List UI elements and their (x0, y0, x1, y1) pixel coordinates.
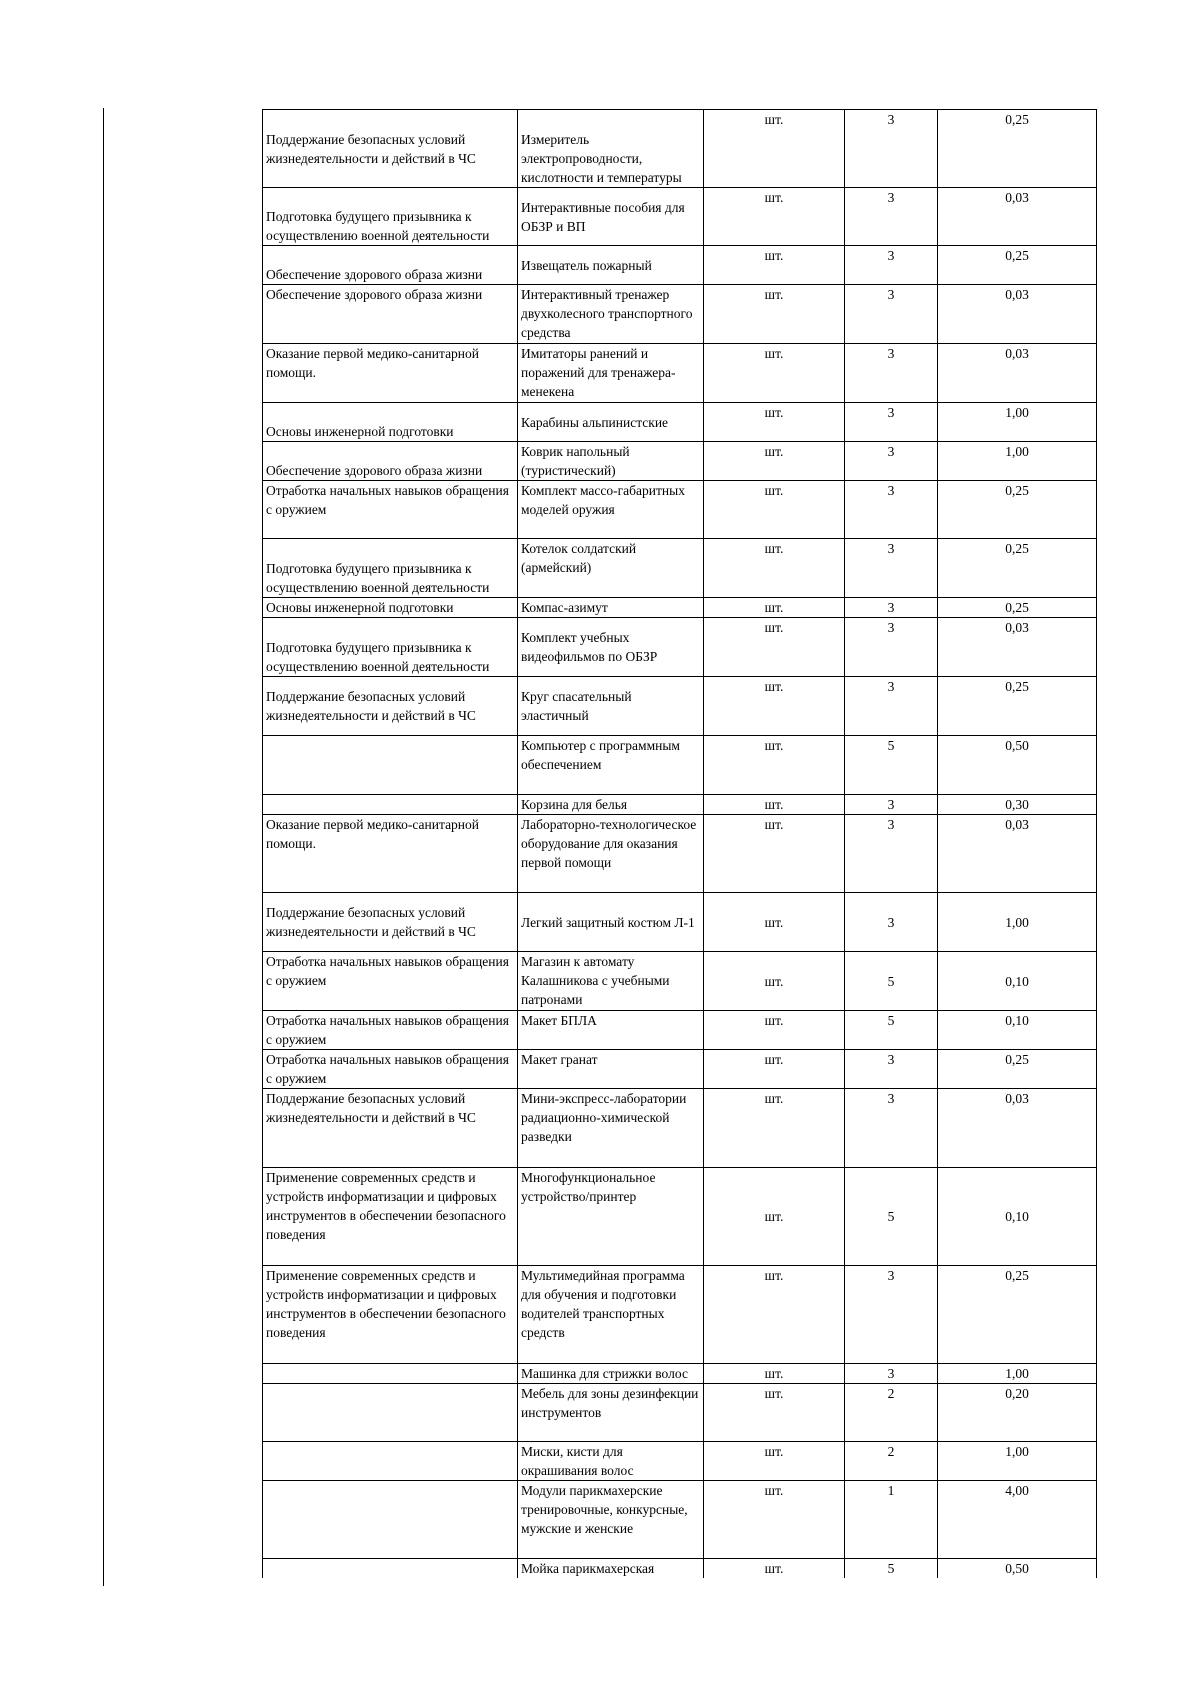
quantity-cell: 2 (845, 1442, 938, 1481)
unit-cell: шт. (704, 1011, 845, 1050)
unit-cell: шт. (704, 618, 845, 677)
value-cell: 1,00 (938, 1364, 1097, 1384)
table-row (263, 1559, 1097, 1579)
value-cell: 0,03 (938, 1089, 1097, 1168)
quantity-cell: 3 (845, 246, 938, 285)
table-row (263, 598, 1097, 618)
area-cell (263, 795, 518, 815)
quantity-cell: 3 (845, 1050, 938, 1089)
value-cell: 0,03 (938, 285, 1097, 344)
unit-cell: шт. (704, 815, 845, 893)
item-cell: Машинка для стрижки волос (518, 1364, 704, 1384)
area-cell (263, 736, 518, 795)
area-cell: Подготовка будущего призывника к осуществлению военной деятельности (263, 188, 518, 246)
value-cell: 0,50 (938, 1559, 1097, 1579)
value-cell: 0,20 (938, 1384, 1097, 1442)
left-margin-rule (103, 108, 104, 1586)
table-row (263, 1364, 1097, 1384)
table-row (263, 442, 1097, 481)
value-cell: 1,00 (938, 442, 1097, 481)
value-cell: 0,10 (938, 1011, 1097, 1050)
table-row (263, 952, 1097, 1011)
quantity-cell: 3 (845, 403, 938, 442)
quantity-cell: 3 (845, 598, 938, 618)
item-cell: Компьютер с программным обеспечением (518, 736, 704, 795)
quantity-cell: 3 (845, 893, 938, 952)
item-cell: Имитаторы ранений и поражений для тренажера-менекена (518, 344, 704, 403)
table-row (263, 110, 1097, 188)
unit-cell: шт. (704, 1050, 845, 1089)
area-cell: Поддержание безопасных условий жизнедеятельности и действий в ЧС (263, 110, 518, 188)
unit-cell: шт. (704, 952, 845, 1011)
table-row (263, 893, 1097, 952)
item-cell: Макет БПЛА (518, 1011, 704, 1050)
value-cell: 0,03 (938, 344, 1097, 403)
value-cell: 0,25 (938, 539, 1097, 598)
value-cell: 0,25 (938, 677, 1097, 736)
area-cell: Поддержание безопасных условий жизнедеятельности и действий в ЧС (263, 1089, 518, 1168)
value-cell: 0,10 (938, 1168, 1097, 1266)
table-row (263, 736, 1097, 795)
value-cell: 0,10 (938, 952, 1097, 1011)
area-cell: Применение современных средств и устройств информатизации и цифровых инструментов в обеспечении безопасного поведения (263, 1168, 518, 1266)
table-row (263, 1089, 1097, 1168)
unit-cell: шт. (704, 442, 845, 481)
unit-cell: шт. (704, 598, 845, 618)
item-cell: Магазин к автомату Калашникова с учебными патронами (518, 952, 704, 1011)
item-cell: Комплект массо-габаритных моделей оружия (518, 481, 704, 539)
quantity-cell: 2 (845, 1384, 938, 1442)
quantity-cell: 5 (845, 1011, 938, 1050)
area-cell: Основы инженерной подготовки (263, 598, 518, 618)
area-cell: Обеспечение здорового образа жизни (263, 285, 518, 344)
value-cell: 1,00 (938, 893, 1097, 952)
area-cell: Отработка начальных навыков обращения с оружием (263, 481, 518, 539)
area-cell: Поддержание безопасных условий жизнедеятельности и действий в ЧС (263, 893, 518, 952)
area-cell (263, 1442, 518, 1481)
area-cell: Отработка начальных навыков обращения с оружием (263, 952, 518, 1011)
value-cell: 0,03 (938, 815, 1097, 893)
item-cell: Мини-экспресс-лаборатории радиационно-химической разведки (518, 1089, 704, 1168)
area-cell: Отработка начальных навыков обращения с оружием (263, 1011, 518, 1050)
item-cell: Интерактивный тренажер двухколесного транспортного средства (518, 285, 704, 344)
quantity-cell: 3 (845, 110, 938, 188)
item-cell: Мойка парикмахерская (518, 1559, 704, 1579)
unit-cell: шт. (704, 1442, 845, 1481)
quantity-cell: 3 (845, 677, 938, 736)
item-cell: Корзина для белья (518, 795, 704, 815)
unit-cell: шт. (704, 795, 845, 815)
quantity-cell: 3 (845, 188, 938, 246)
quantity-cell: 5 (845, 952, 938, 1011)
value-cell: 0,25 (938, 598, 1097, 618)
item-cell: Миски, кисти для окрашивания волос (518, 1442, 704, 1481)
value-cell: 0,03 (938, 188, 1097, 246)
unit-cell: шт. (704, 1384, 845, 1442)
quantity-cell: 3 (845, 795, 938, 815)
item-cell: Круг спасательный эластичный (518, 677, 704, 736)
value-cell: 0,25 (938, 246, 1097, 285)
table-row (263, 403, 1097, 442)
value-cell: 0,25 (938, 481, 1097, 539)
value-cell: 0,03 (938, 618, 1097, 677)
quantity-cell: 1 (845, 1481, 938, 1559)
table-row (263, 539, 1097, 598)
table-row (263, 795, 1097, 815)
item-cell: Измеритель электропроводности, кислотности и температуры (518, 110, 704, 188)
area-cell (263, 1481, 518, 1559)
item-cell: Комплект учебных видеофильмов по ОБЗР (518, 618, 704, 677)
unit-cell: шт. (704, 1364, 845, 1384)
quantity-cell: 5 (845, 1559, 938, 1579)
value-cell: 0,25 (938, 110, 1097, 188)
table-row (263, 815, 1097, 893)
value-cell: 0,25 (938, 1266, 1097, 1364)
unit-cell: шт. (704, 1481, 845, 1559)
quantity-cell: 3 (845, 618, 938, 677)
unit-cell: шт. (704, 344, 845, 403)
table-row (263, 285, 1097, 344)
unit-cell: шт. (704, 188, 845, 246)
area-cell (263, 1384, 518, 1442)
area-cell: Обеспечение здорового образа жизни (263, 246, 518, 285)
table-row (263, 1050, 1097, 1089)
unit-cell: шт. (704, 677, 845, 736)
item-cell: Многофункциональное устройство/принтер (518, 1168, 704, 1266)
quantity-cell: 3 (845, 539, 938, 598)
quantity-cell: 3 (845, 344, 938, 403)
unit-cell: шт. (704, 481, 845, 539)
value-cell: 0,25 (938, 1050, 1097, 1089)
item-cell: Котелок солдатский (армейский) (518, 539, 704, 598)
area-cell: Обеспечение здорового образа жизни (263, 442, 518, 481)
unit-cell: шт. (704, 110, 845, 188)
unit-cell: шт. (704, 1168, 845, 1266)
area-cell (263, 1559, 518, 1579)
quantity-cell: 3 (845, 1266, 938, 1364)
area-cell: Поддержание безопасных условий жизнедеятельности и действий в ЧС (263, 677, 518, 736)
quantity-cell: 3 (845, 815, 938, 893)
unit-cell: шт. (704, 1266, 845, 1364)
value-cell: 1,00 (938, 1442, 1097, 1481)
area-cell: Отработка начальных навыков обращения с оружием (263, 1050, 518, 1089)
quantity-cell: 5 (845, 736, 938, 795)
unit-cell: шт. (704, 539, 845, 598)
quantity-cell: 3 (845, 442, 938, 481)
area-cell: Оказание первой медико-санитарной помощи. (263, 815, 518, 893)
unit-cell: шт. (704, 1559, 845, 1579)
area-cell: Основы инженерной подготовки (263, 403, 518, 442)
item-cell: Компас-азимут (518, 598, 704, 618)
equipment-table (262, 109, 1097, 1578)
value-cell: 1,00 (938, 403, 1097, 442)
area-cell: Применение современных средств и устройств информатизации и цифровых инструментов в обеспечении безопасного поведения (263, 1266, 518, 1364)
item-cell: Извещатель пожарный (518, 246, 704, 285)
item-cell: Коврик напольный (туристический) (518, 442, 704, 481)
item-cell: Мебель для зоны дезинфекции инструментов (518, 1384, 704, 1442)
area-cell: Подготовка будущего призывника к осуществлению военной деятельности (263, 539, 518, 598)
table-row (263, 677, 1097, 736)
quantity-cell: 3 (845, 481, 938, 539)
quantity-cell: 3 (845, 1089, 938, 1168)
unit-cell: шт. (704, 246, 845, 285)
value-cell: 4,00 (938, 1481, 1097, 1559)
table-row (263, 618, 1097, 677)
item-cell: Легкий защитный костюм Л-1 (518, 893, 704, 952)
table-row (263, 1168, 1097, 1266)
item-cell: Мультимедийная программа для обучения и подготовки водителей транспортных средств (518, 1266, 704, 1364)
unit-cell: шт. (704, 736, 845, 795)
table-row (263, 344, 1097, 403)
unit-cell: шт. (704, 1089, 845, 1168)
area-cell: Оказание первой медико-санитарной помощи. (263, 344, 518, 403)
table-row (263, 1266, 1097, 1364)
quantity-cell: 3 (845, 1364, 938, 1384)
item-cell: Модули парикмахерские тренировочные, конкурсные, мужские и женские (518, 1481, 704, 1559)
area-cell: Подготовка будущего призывника к осуществлению военной деятельности (263, 618, 518, 677)
equipment-table-body (263, 110, 1097, 1579)
table-row (263, 481, 1097, 539)
table-row (263, 1481, 1097, 1559)
item-cell: Макет гранат (518, 1050, 704, 1089)
value-cell: 0,50 (938, 736, 1097, 795)
quantity-cell: 5 (845, 1168, 938, 1266)
quantity-cell: 3 (845, 285, 938, 344)
table-row (263, 246, 1097, 285)
item-cell: Карабины альпинистские (518, 403, 704, 442)
unit-cell: шт. (704, 403, 845, 442)
table-row (263, 1384, 1097, 1442)
item-cell: Интерактивные пособия для ОБЗР и ВП (518, 188, 704, 246)
area-cell (263, 1364, 518, 1384)
table-row (263, 1011, 1097, 1050)
value-cell: 0,30 (938, 795, 1097, 815)
unit-cell: шт. (704, 285, 845, 344)
table-row (263, 188, 1097, 246)
unit-cell: шт. (704, 893, 845, 952)
item-cell: Лабораторно-технологическое оборудование для оказания первой помощи (518, 815, 704, 893)
table-row (263, 1442, 1097, 1481)
